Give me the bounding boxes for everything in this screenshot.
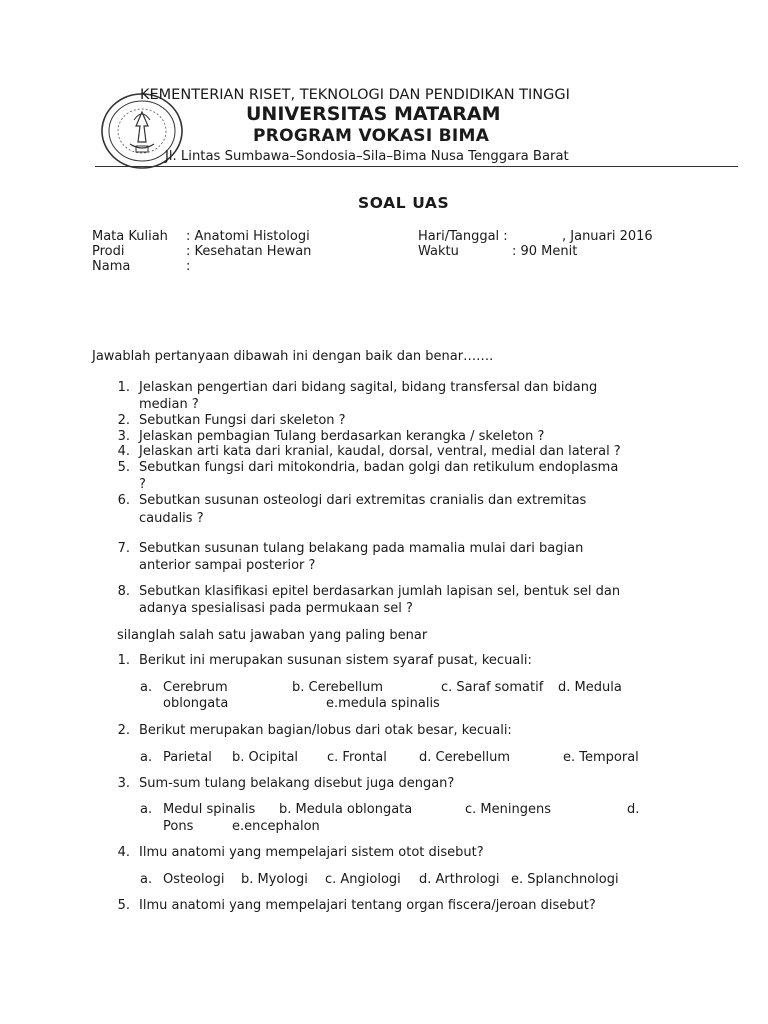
address: Jl. Lintas Sumbawa–Sondosia–Sila–Bima Nusa Tenggara Barat — [165, 149, 569, 164]
essay-question-line: Sebutkan susunan tulang belakang pada mamalia mulai dari bagian — [139, 541, 584, 556]
essay-number: 6. — [117, 493, 130, 508]
mc-number: 4. — [117, 845, 130, 860]
essay-question-line: anterior sampai posterior ? — [139, 558, 316, 573]
program-name: PROGRAM VOKASI BIMA — [253, 126, 490, 146]
nama-label: Nama — [92, 259, 131, 274]
waktu-label: Waktu — [418, 244, 459, 259]
option: c. Angiologi — [325, 872, 401, 887]
essay-question-line: median ? — [139, 397, 199, 412]
mc-number: 2. — [117, 723, 130, 738]
mc-instruction: silanglah salah satu jawaban yang paling benar — [117, 628, 428, 643]
option: oblongata — [163, 696, 229, 711]
hari-tanggal-value: , Januari 2016 — [562, 229, 653, 244]
mc-question: Sum-sum tulang belakang disebut juga dengan? — [139, 776, 455, 791]
hari-tanggal-label: Hari/Tanggal : — [418, 229, 508, 244]
ministry-name: KEMENTERIAN RISET, TEKNOLOGI DAN PENDIDIKAN TINGGI — [140, 87, 570, 103]
option: d. Medula — [558, 680, 622, 695]
essay-question-line: caudalis ? — [139, 511, 204, 526]
nama-value: : — [186, 259, 191, 274]
option: c. Saraf somatif — [441, 680, 544, 695]
essay-number: 1. — [117, 380, 130, 395]
essay-number: 7. — [117, 541, 130, 556]
essay-question-line: Sebutkan klasifikasi epitel berdasarkan jumlah lapisan sel, bentuk sel dan — [139, 584, 621, 599]
mc-question: Ilmu anatomi yang mempelajari sistem otot disebut? — [139, 845, 484, 860]
option: e. Splanchnologi — [511, 872, 619, 887]
mc-question: Berikut ini merupakan susunan sistem syaraf pusat, kecuali: — [139, 653, 532, 668]
essay-number: 8. — [117, 584, 130, 599]
essay-question-line: Sebutkan susunan osteologi dari extremitas cranialis dan extremitas — [139, 493, 587, 508]
mata-kuliah-value: : Anatomi Histologi — [186, 229, 310, 244]
essay-question-line: adanya spesialisasi pada permukaan sel ? — [139, 601, 413, 616]
option: c. Meningens — [465, 802, 551, 817]
essay-question-line: Jelaskan pembagian Tulang berdasarkan kerangka / skeleton ? — [139, 429, 545, 444]
option: d. — [627, 802, 640, 817]
option: b. Ocipital — [232, 750, 299, 765]
prodi-value: : Kesehatan Hewan — [186, 244, 312, 259]
essay-question-line: Jelaskan arti kata dari kranial, kaudal, dorsal, ventral, medial dan lateral ? — [139, 444, 621, 459]
header-divider — [95, 166, 738, 167]
mc-number: 5. — [117, 898, 130, 913]
option-prefix: a. — [140, 680, 153, 695]
university-name: UNIVERSITAS MATARAM — [246, 103, 501, 125]
waktu-value: : 90 Menit — [512, 244, 578, 259]
mc-question: Ilmu anatomi yang mempelajari tentang organ fiscera/jeroan disebut? — [139, 898, 596, 913]
essay-number: 2. — [117, 413, 130, 428]
option: b. Medula oblongata — [279, 802, 413, 817]
essay-question-line: Sebutkan Fungsi dari skeleton ? — [139, 413, 346, 428]
essay-number: 3. — [117, 429, 130, 444]
mata-kuliah-label: Mata Kuliah — [92, 229, 168, 244]
option: e. Temporal — [563, 750, 639, 765]
mc-question: Berikut merupakan bagian/lobus dari otak besar, kecuali: — [139, 723, 512, 738]
option: Cerebrum — [163, 680, 228, 695]
mc-number: 1. — [117, 653, 130, 668]
option: e.encephalon — [232, 819, 320, 834]
option-prefix: a. — [140, 872, 153, 887]
essay-question-line: ? — [139, 477, 146, 492]
option: Pons — [163, 819, 194, 834]
essay-question-line: Jelaskan pengertian dari bidang sagital, bidang transfersal dan bidang — [139, 380, 598, 395]
essay-number: 5. — [117, 460, 130, 475]
mc-number: 3. — [117, 776, 130, 791]
prodi-label: Prodi — [92, 244, 125, 259]
option-prefix: a. — [140, 802, 153, 817]
option: c. Frontal — [327, 750, 387, 765]
option: d. Arthrologi — [419, 872, 500, 887]
page-title: SOAL UAS — [358, 194, 450, 212]
option: Medul spinalis — [163, 802, 256, 817]
option: b. Myologi — [241, 872, 308, 887]
option: d. Cerebellum — [419, 750, 511, 765]
essay-question-line: Sebutkan fungsi dari mitokondria, badan golgi dan retikulum endoplasma — [139, 460, 619, 475]
option: Parietal — [163, 750, 212, 765]
essay-instruction: Jawablah pertanyaan dibawah ini dengan baik dan benar……. — [92, 349, 494, 364]
option-prefix: a. — [140, 750, 153, 765]
essay-number: 4. — [117, 444, 130, 459]
option: Osteologi — [163, 872, 225, 887]
option: b. Cerebellum — [292, 680, 384, 695]
option: e.medula spinalis — [326, 696, 440, 711]
